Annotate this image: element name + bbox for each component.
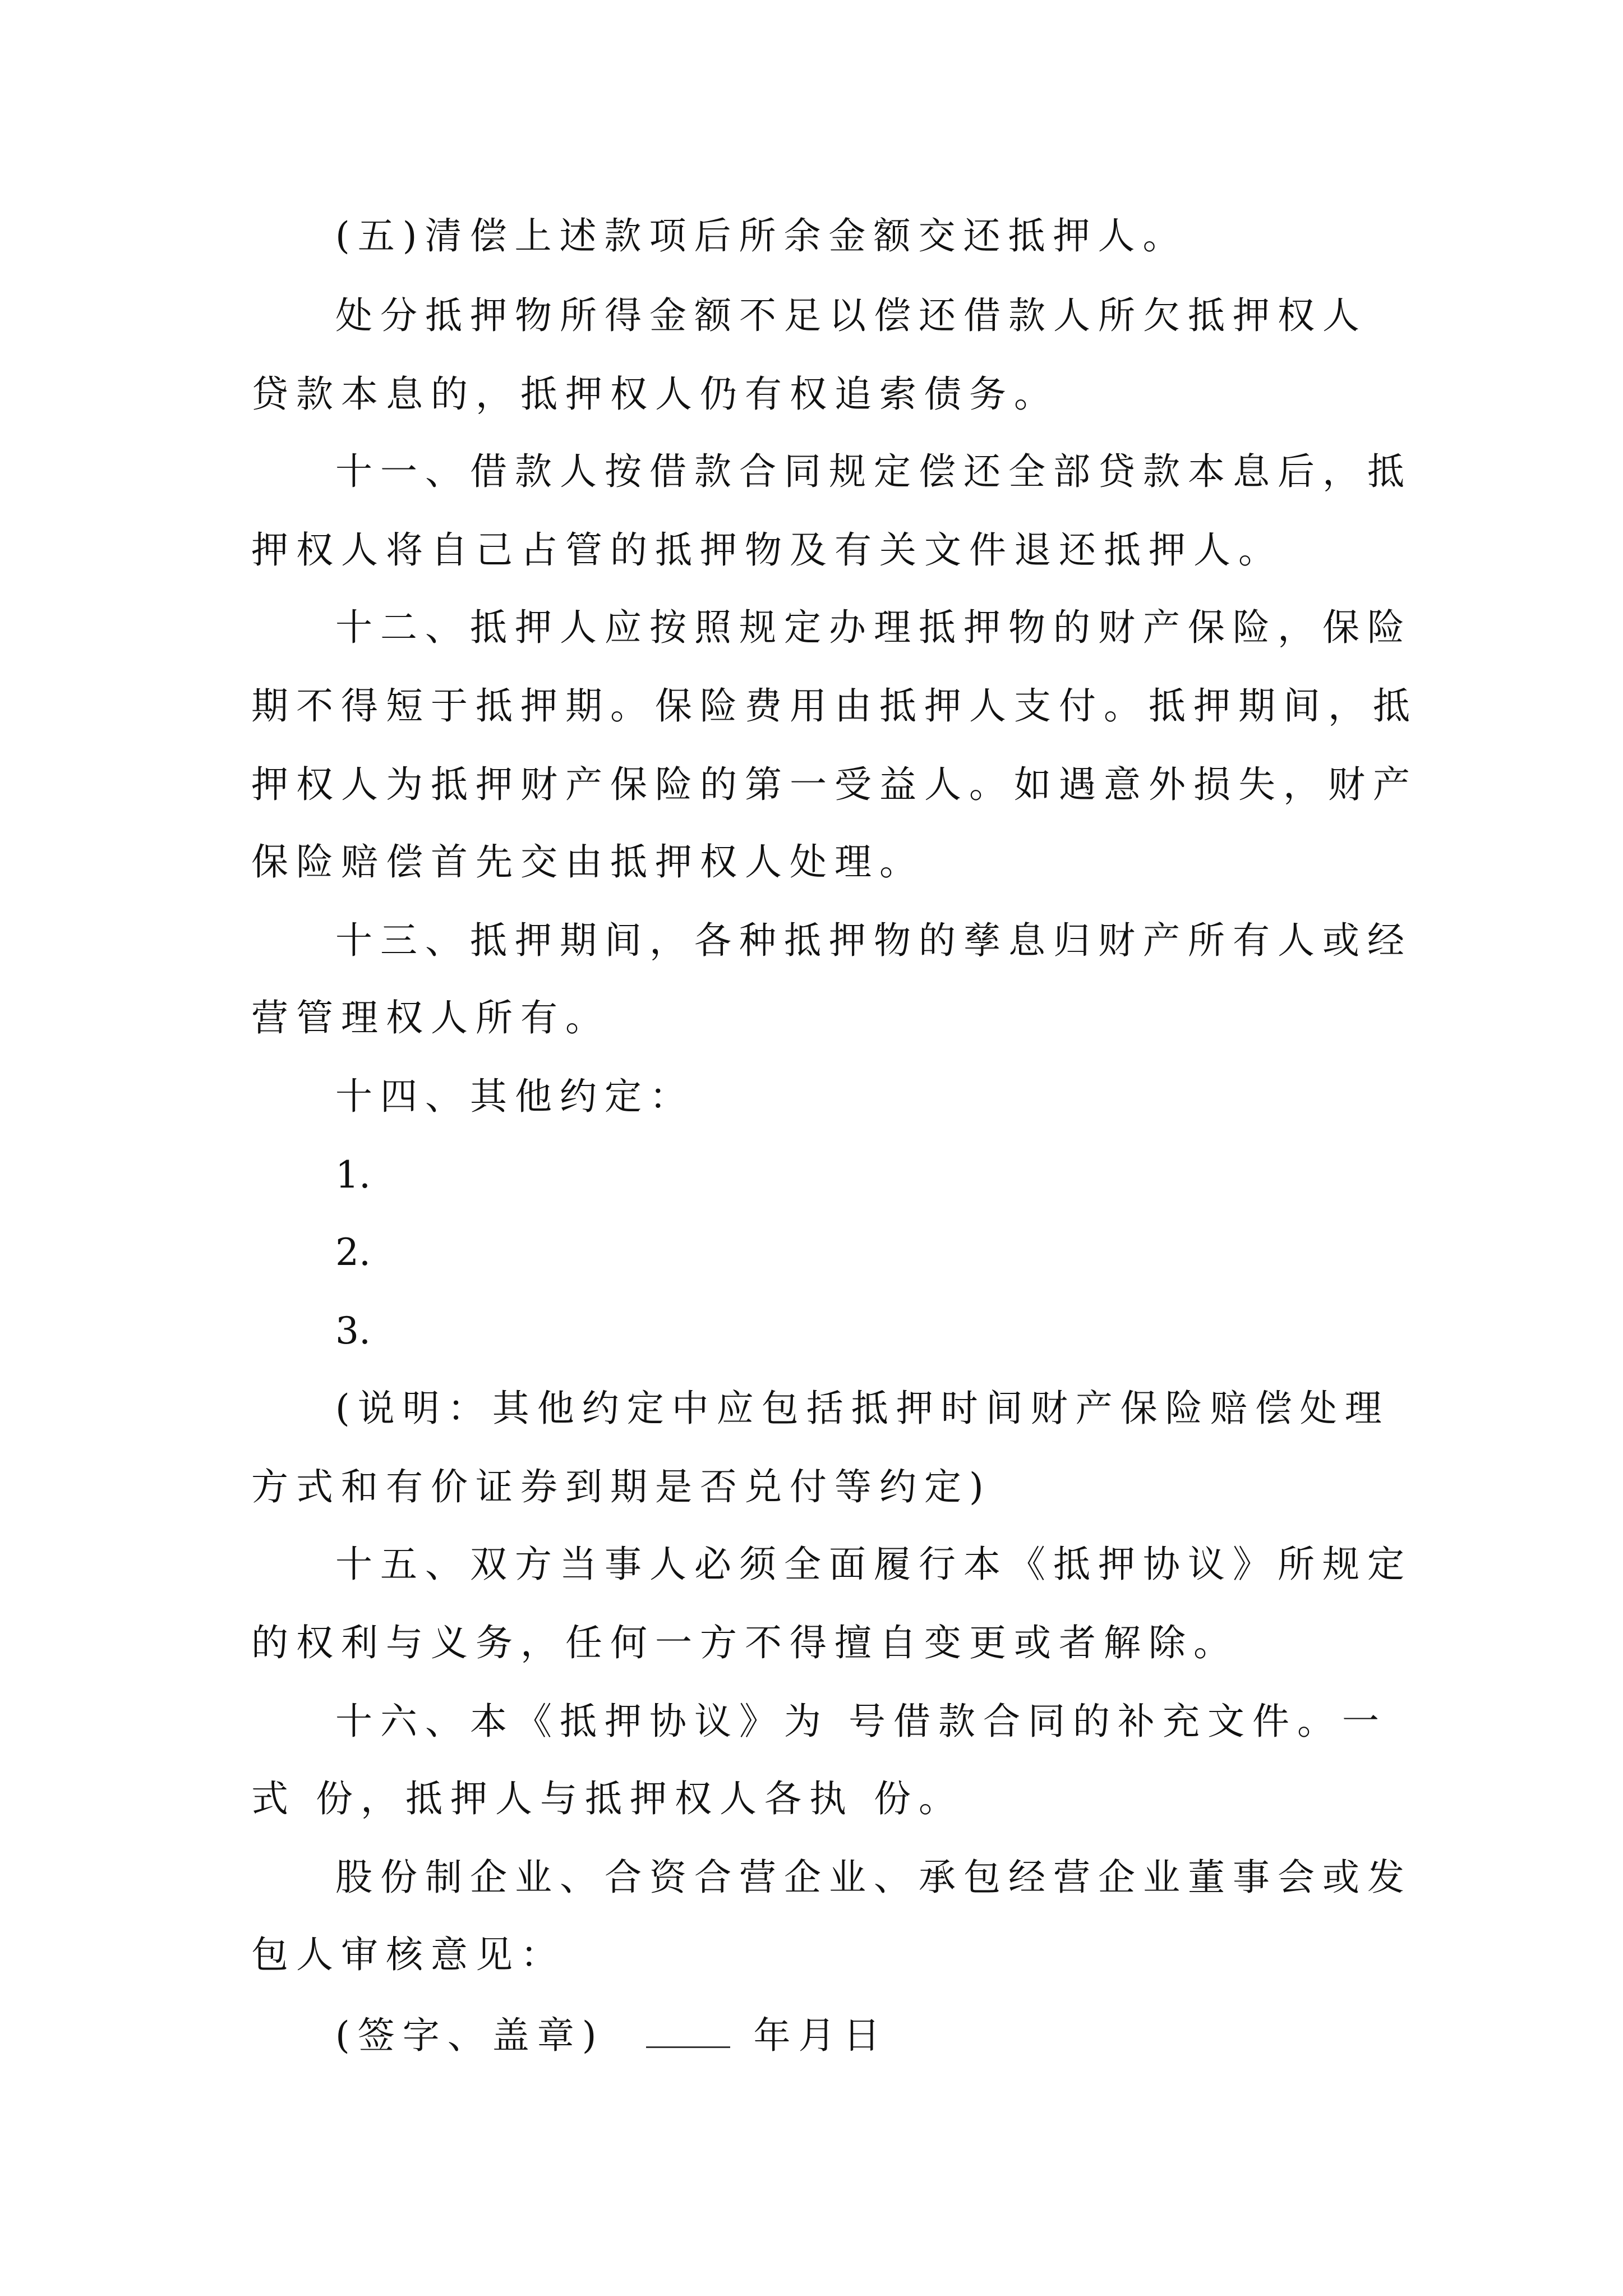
paragraph-line: 期不得短于抵押期。保险费用由抵押人支付。抵押期间，抵 (251, 684, 1418, 728)
list-item: 1. (335, 1153, 371, 1197)
signature-label: (签字、盖章) (335, 2014, 605, 2057)
paragraph-line: 保险赔偿首先交由抵押权人处理。 (251, 840, 924, 884)
paragraph-line: 包人审核意见： (251, 1933, 565, 1976)
paragraph-line: 十三、抵押期间，各种抵押物的孳息归财产所有人或经 (335, 919, 1412, 962)
paragraph-line: 的权利与义务，任何一方不得擅自变更或者解除。 (251, 1621, 1238, 1664)
paragraph-line: 方式和有价证券到期是否兑付等约定) (251, 1465, 992, 1508)
paragraph-line: 十二、抵押人应按照规定办理抵押物的财产保险，保险 (335, 606, 1412, 649)
paragraph-line: (说明：其他约定中应包括抵押时间财产保险赔偿处理 (335, 1387, 1390, 1430)
date-suffix: 年月日 (753, 2014, 888, 2057)
list-item: 3. (335, 1309, 371, 1352)
paragraph-line: 十六、本《抵押协议》为 号借款合同的补充文件。一 (335, 1700, 1387, 1743)
paragraph-line: 营管理权人所有。 (251, 996, 610, 1039)
paragraph-line: 贷款本息的，抵押权人仍有权追索债务。 (251, 372, 1059, 416)
date-blank (646, 2015, 730, 2048)
paragraph-line: 押权人将自己占管的抵押物及有关文件退还抵押人。 (251, 528, 1283, 572)
paragraph-line: 处分抵押物所得金额不足以偿还借款人所欠抵押权人 (335, 294, 1367, 337)
paragraph-line: 十四、其他约定： (335, 1075, 694, 1118)
paragraph-line: 十一、借款人按借款合同规定偿还全部贷款本息后，抵 (335, 450, 1412, 493)
paragraph-line: 十五、双方当事人必须全面履行本《抵押协议》所规定 (335, 1543, 1412, 1586)
paragraph-line: (五)清偿上述款项后所余金额交还抵押人。 (335, 214, 1188, 257)
list-item: 2. (335, 1231, 371, 1274)
paragraph-line: 押权人为抵押财产保险的第一受益人。如遇意外损失，财产 (251, 763, 1418, 806)
paragraph-line: 式 份，抵押人与抵押权人各执 份。 (251, 1777, 963, 1820)
paragraph-line: 股份制企业、合资合营企业、承包经营企业董事会或发 (335, 1856, 1412, 1899)
signature-line (335, 2014, 888, 2057)
